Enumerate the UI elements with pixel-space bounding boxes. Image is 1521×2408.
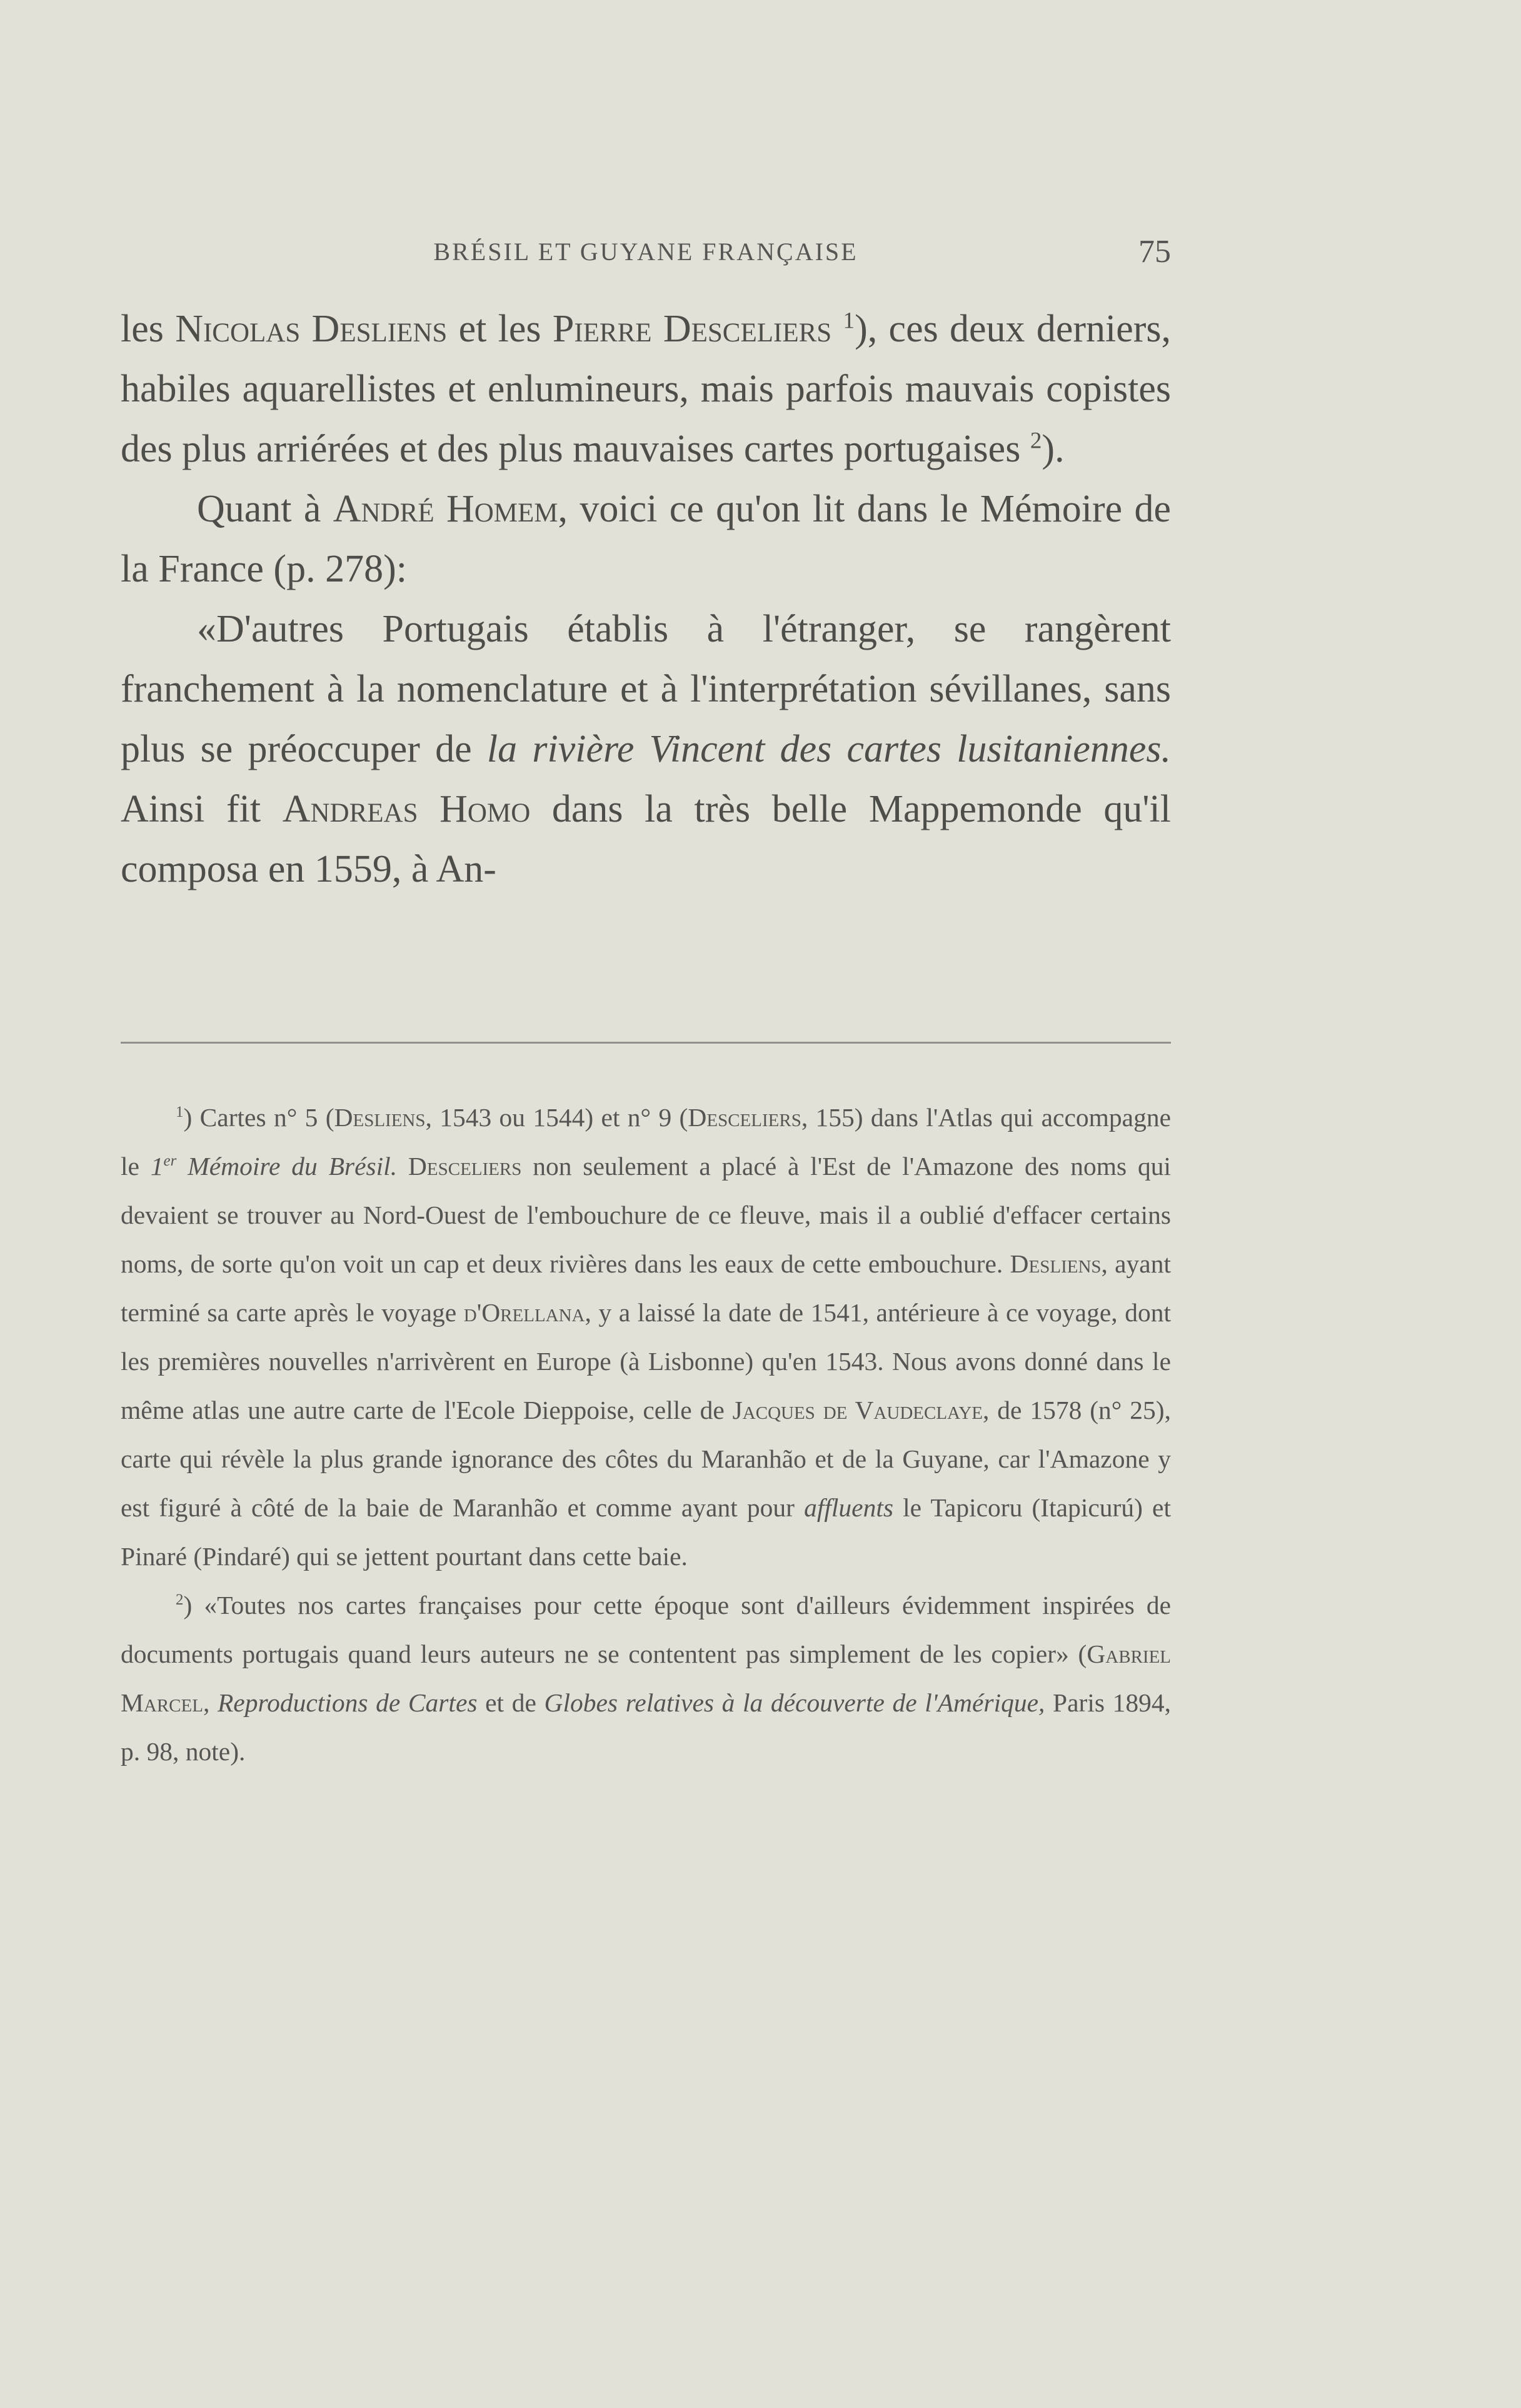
footnote-2 — [121, 1581, 1171, 1776]
person-name: Desceliers — [688, 1103, 801, 1132]
person-name: d'Orellana — [463, 1298, 585, 1327]
person-name: André Homem — [333, 488, 558, 530]
italic-title-sup: er — [163, 1152, 177, 1170]
italic-title: Globes relatives à la découverte de l'Amérique, — [544, 1688, 1045, 1717]
footnote-ref-1: 1 — [843, 308, 855, 334]
person-name: Desceliers — [408, 1152, 522, 1181]
text-run: , y a laissé la date de 1541, antérieure à ce voyage, dont les premières nouvelles n'arrivèrent en Europe (à Lisbonne) qu'en 1543. Nous avons donné dans le même atlas une autre carte de l'Ecole Dieppoise, celle de — [121, 1298, 1171, 1424]
text-run: , ayant terminé sa carte après le voyage — [121, 1249, 1172, 1327]
italic-title-part: 1 — [150, 1152, 164, 1181]
person-name: Desliens — [334, 1103, 426, 1132]
text-run: , — [203, 1688, 218, 1717]
person-name: Gabriel Marcel — [121, 1640, 1171, 1717]
person-name: Nicolas Desliens — [175, 308, 448, 350]
page-number: 75 — [1138, 234, 1171, 270]
text-run: le Tapicoru (Itapicurú) et Pinaré (Pindaré) qui se jettent pourtant dans cette baie. — [121, 1493, 1171, 1571]
text-run: , voici ce qu'on lit dans le Mémoire de la France (p. 278): — [121, 488, 1172, 590]
person-name: Pierre Desceliers — [552, 308, 832, 350]
text-run: et les — [447, 308, 553, 350]
text-run: ), ces deux derniers, habiles aquarellistes et enlumineurs, mais parfois mauvais copistes des plus arriérées et des plus mauvaises cartes portugaises — [121, 308, 1172, 470]
text-run: Quant à — [197, 488, 333, 530]
text-run: , 155) dans l'Atlas qui accompagne le — [121, 1103, 1172, 1181]
footnote-ref-2: 2 — [1030, 428, 1042, 454]
person-name: Desliens — [1010, 1249, 1102, 1278]
paragraph-2 — [121, 479, 1171, 599]
text-run: , de 1578 (n° 25), carte qui révèle la plus grande ignorance des côtes du Maranhão et de la Guyane, car l'Amazone y est figuré à côté de la baie de Maranhão et comme ayant pour — [121, 1396, 1171, 1522]
italic-title: Reproductions de Cartes — [217, 1688, 478, 1717]
paragraph-3 — [121, 599, 1171, 899]
footnote-marker-2: 2 — [176, 1591, 184, 1609]
footnote-1 — [121, 1093, 1171, 1581]
text-run: ) Cartes n° 5 ( — [183, 1103, 334, 1132]
text-run: ) «Toutes nos cartes françaises pour cette époque sont d'ailleurs évidemment inspirées de documents portugais quand leurs auteurs ne se contentent pas simplement de les copier» ( — [121, 1591, 1171, 1668]
footnote-marker-1: 1 — [176, 1104, 184, 1121]
person-name: Andreas Homo — [282, 788, 531, 830]
text-run: , 1543 ou 1544) et n° 9 ( — [425, 1103, 688, 1132]
italic-title — [151, 1152, 397, 1181]
text-run: dans la très belle Mappemonde qu'il composa en 1559, à An- — [121, 788, 1171, 890]
text-run: Ainsi fit — [121, 788, 283, 830]
text-run: Paris 1894, p. 98, note). — [121, 1688, 1172, 1766]
main-text — [121, 299, 1171, 899]
text-run: «D'autres Portugais établis à l'étranger, se rangèrent franchement à la nomenclature et à l'interprétation sévillanes, sans plus se préoccuper de — [121, 608, 1171, 770]
page-header — [121, 230, 1171, 274]
person-name: Jacques de Vaudeclaye — [732, 1396, 983, 1424]
text-run: ). — [1042, 428, 1065, 470]
footnotes — [121, 1093, 1171, 1776]
paragraph-1 — [121, 299, 1171, 479]
text-run: les — [121, 308, 176, 350]
footnote-separator — [121, 1042, 1171, 1044]
text-run: et de — [477, 1688, 545, 1717]
text-run: non seulement a placé à l'Est de l'Amazone des noms qui devaient se trouver au Nord-Ouest de l'embouchure de ce fleuve, mais il a oublié d'effacer certains noms, de sorte qu'on voit un cap et deux rivières dans les eaux de cette embouchure. — [121, 1152, 1171, 1278]
text-run — [397, 1152, 408, 1181]
italic-word: affluents — [804, 1493, 894, 1522]
italic-title-part: Mémoire du Brésil. — [176, 1152, 398, 1181]
running-title: BRÉSIL ET GUYANE FRANÇAISE — [433, 238, 858, 266]
italic-phrase: la rivière Vincent des cartes lusitaniennes. — [486, 728, 1172, 770]
